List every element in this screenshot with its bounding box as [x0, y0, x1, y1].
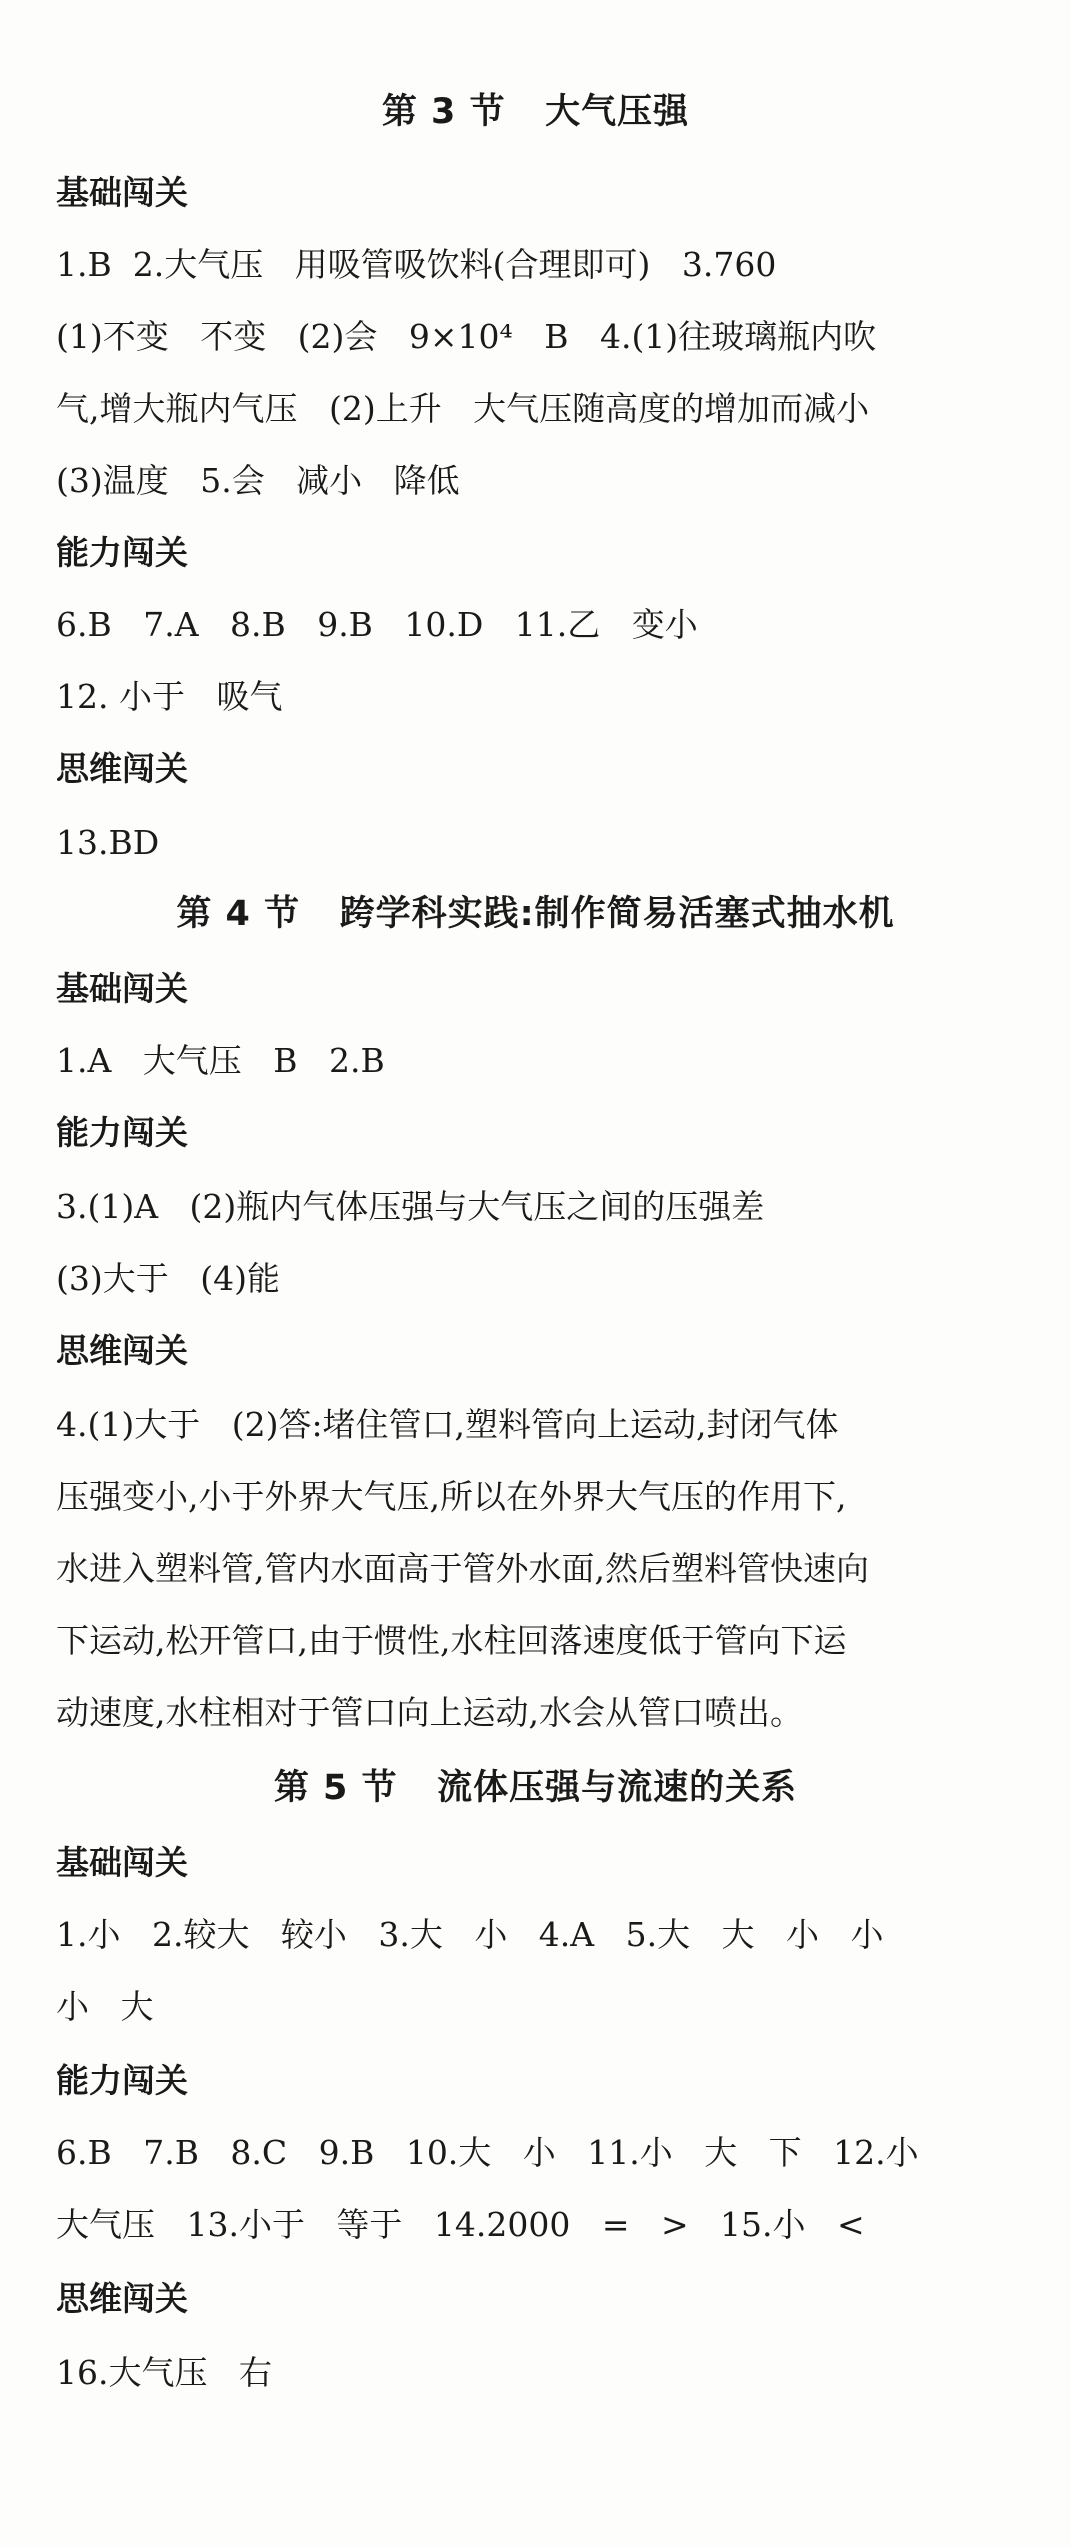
answer-line: 4.(1)大于 (2)答:堵住管口,塑料管向上运动,封闭气体 [56, 1405, 839, 1444]
section-title-3: 第 3 节 大气压强 [381, 92, 690, 132]
heading-ability-3: 能力闯关 [56, 533, 188, 572]
answer-line: (3)大于 (4)能 [56, 1259, 280, 1298]
answer-line: 1.A 大气压 B 2.B [56, 1041, 385, 1080]
answer-line: 12. 小于 吸气 [56, 677, 283, 716]
answer-line: 1.小 2.较大 较小 3.大 小 4.A 5.大 大 小 小 [56, 1915, 884, 1954]
answer-line: 下运动,松开管口,由于惯性,水柱回落速度低于管向下运 [56, 1621, 847, 1660]
answer-line: (3)温度 5.会 减小 降低 [56, 461, 460, 500]
heading-ability-4: 能力闯关 [56, 1113, 188, 1152]
answer-line: (1)不变 不变 (2)会 9×10⁴ B 4.(1)往玻璃瓶内吹 [56, 317, 877, 356]
heading-thinking-5: 思维闯关 [56, 2279, 188, 2318]
section-title-4: 第 4 节 跨学科实践:制作简易活塞式抽水机 [176, 894, 895, 934]
heading-ability-5: 能力闯关 [56, 2061, 188, 2100]
answer-line: 水进入塑料管,管内水面高于管外水面,然后塑料管快速向 [56, 1549, 869, 1588]
heading-basic-5: 基础闯关 [56, 1843, 188, 1882]
answer-line: 小 大 [56, 1987, 154, 2026]
section-title-5: 第 5 节 流体压强与流速的关系 [273, 1768, 798, 1808]
heading-thinking-3: 思维闯关 [56, 749, 188, 788]
heading-thinking-4: 思维闯关 [56, 1331, 188, 1370]
answer-line: 13.BD [56, 823, 160, 862]
heading-basic-3: 基础闯关 [56, 173, 188, 212]
answer-line: 大气压 13.小于 等于 14.2000 = > 15.小 < [56, 2205, 865, 2244]
answer-line: 压强变小,小于外界大气压,所以在外界大气压的作用下, [56, 1477, 847, 1516]
answer-line: 6.B 7.A 8.B 9.B 10.D 11.乙 变小 [56, 605, 698, 644]
answer-line: 16.大气压 右 [56, 2353, 272, 2392]
heading-basic-4: 基础闯关 [56, 969, 188, 1008]
answer-line: 6.B 7.B 8.C 9.B 10.大 小 11.小 大 下 12.小 [56, 2133, 919, 2172]
answer-line: 1.B 2.大气压 用吸管吸饮料(合理即可) 3.760 [56, 245, 777, 284]
answer-line: 气,增大瓶内气压 (2)上升 大气压随高度的增加而减小 [56, 389, 870, 428]
answer-line: 动速度,水柱相对于管口向上运动,水会从管口喷出。 [56, 1693, 803, 1732]
answer-line: 3.(1)A (2)瓶内气体压强与大气压之间的压强差 [56, 1187, 765, 1226]
